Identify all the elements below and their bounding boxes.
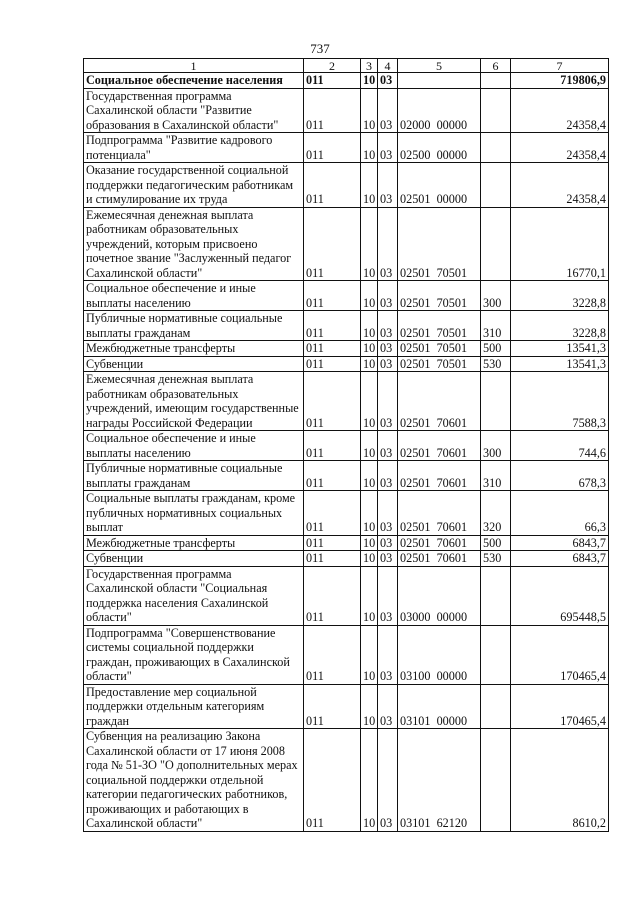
row-name-cell: Публичные нормативные социальные выплаты гражданам	[84, 311, 304, 341]
section-code-cell: 10	[361, 491, 378, 536]
column-header: 4	[378, 59, 398, 73]
row-name-cell: Подпрограмма "Совершенствование системы социальной поддержки граждан, проживающих в Сахалинской области"	[84, 625, 304, 684]
section-code-cell: 10	[361, 684, 378, 729]
target-article-cell: 02501 70501	[398, 281, 481, 311]
subsection-code-cell: 03	[378, 461, 398, 491]
row-name-cell: Государственная программа Сахалинской области "Социальная поддержка населения Сахалинской области"	[84, 566, 304, 625]
amount-cell: 66,3	[511, 491, 609, 536]
expense-type-cell	[481, 372, 511, 431]
amount-cell: 13541,3	[511, 341, 609, 357]
expense-type-cell	[481, 625, 511, 684]
table-row	[84, 133, 609, 163]
subsection-code-cell: 03	[378, 729, 398, 832]
target-article-cell: 03101 00000	[398, 684, 481, 729]
amount-cell: 3228,8	[511, 281, 609, 311]
amount-cell: 170465,4	[511, 684, 609, 729]
ministry-code-cell: 011	[304, 729, 361, 832]
table-row	[84, 341, 609, 357]
section-code-cell: 10	[361, 431, 378, 461]
subsection-code-cell: 03	[378, 431, 398, 461]
row-name-cell: Оказание государственной социальной поддержки педагогическим работникам и стимулирование их труда	[84, 163, 304, 208]
amount-cell: 16770,1	[511, 207, 609, 281]
target-article-cell: 02501 00000	[398, 163, 481, 208]
row-name-cell: Ежемесячная денежная выплата работникам образовательных учреждений, которым присвоено почетное звание "Заслуженный педагог Сахалинской области"	[84, 207, 304, 281]
target-article-cell: 02000 00000	[398, 88, 481, 133]
target-article-cell: 02501 70601	[398, 535, 481, 551]
amount-cell: 8610,2	[511, 729, 609, 832]
subsection-code-cell: 03	[378, 341, 398, 357]
row-name-cell: Ежемесячная денежная выплата работникам образовательных учреждений, имеющим государственные награды Российской Федерации	[84, 372, 304, 431]
target-article-cell: 02501 70601	[398, 431, 481, 461]
table-row	[84, 356, 609, 372]
amount-cell: 170465,4	[511, 625, 609, 684]
target-article-cell: 02501 70601	[398, 461, 481, 491]
ministry-code-cell: 011	[304, 88, 361, 133]
ministry-code-cell: 011	[304, 431, 361, 461]
subsection-code-cell: 03	[378, 551, 398, 567]
table-row	[84, 431, 609, 461]
section-code-cell: 10	[361, 311, 378, 341]
amount-cell: 719806,9	[511, 73, 609, 89]
amount-cell: 13541,3	[511, 356, 609, 372]
amount-cell: 6843,7	[511, 551, 609, 567]
page-number: 737	[310, 41, 330, 56]
section-code-cell: 10	[361, 729, 378, 832]
subsection-code-cell: 03	[378, 281, 398, 311]
subsection-code-cell: 03	[378, 491, 398, 536]
table-row	[84, 551, 609, 567]
ministry-code-cell: 011	[304, 566, 361, 625]
target-article-cell: 03101 62120	[398, 729, 481, 832]
table-row	[84, 729, 609, 832]
target-article-cell	[398, 73, 481, 89]
table-row	[84, 625, 609, 684]
amount-cell: 744,6	[511, 431, 609, 461]
ministry-code-cell: 011	[304, 625, 361, 684]
row-name-cell: Межбюджетные трансферты	[84, 341, 304, 357]
subsection-code-cell: 03	[378, 207, 398, 281]
subsection-code-cell: 03	[378, 163, 398, 208]
table-row	[84, 491, 609, 536]
subsection-code-cell: 03	[378, 88, 398, 133]
target-article-cell: 02501 70501	[398, 207, 481, 281]
row-name-cell: Социальное обеспечение и иные выплаты населению	[84, 431, 304, 461]
target-article-cell: 02501 70501	[398, 356, 481, 372]
expense-type-cell: 300	[481, 281, 511, 311]
subsection-code-cell: 03	[378, 684, 398, 729]
subsection-code-cell: 03	[378, 73, 398, 89]
amount-cell: 695448,5	[511, 566, 609, 625]
target-article-cell: 02501 70501	[398, 311, 481, 341]
column-header: 7	[511, 59, 609, 73]
subsection-code-cell: 03	[378, 372, 398, 431]
table-row	[84, 684, 609, 729]
amount-cell: 6843,7	[511, 535, 609, 551]
section-code-cell: 10	[361, 356, 378, 372]
row-name-cell: Государственная программа Сахалинской области "Развитие образования в Сахалинской области"	[84, 88, 304, 133]
ministry-code-cell: 011	[304, 281, 361, 311]
table-body	[84, 73, 609, 832]
expense-type-cell: 500	[481, 341, 511, 357]
section-code-cell: 10	[361, 566, 378, 625]
expense-type-cell	[481, 88, 511, 133]
table-row	[84, 73, 609, 89]
column-header: 2	[304, 59, 361, 73]
row-name-cell: Подпрограмма "Развитие кадрового потенциала"	[84, 133, 304, 163]
section-code-cell: 10	[361, 341, 378, 357]
ministry-code-cell: 011	[304, 163, 361, 208]
subsection-code-cell: 03	[378, 535, 398, 551]
ministry-code-cell: 011	[304, 491, 361, 536]
section-code-cell: 10	[361, 551, 378, 567]
budget-table	[83, 58, 609, 832]
subsection-code-cell: 03	[378, 133, 398, 163]
expense-type-cell: 300	[481, 431, 511, 461]
table-row	[84, 163, 609, 208]
ministry-code-cell: 011	[304, 207, 361, 281]
amount-cell: 24358,4	[511, 88, 609, 133]
column-header: 5	[398, 59, 481, 73]
ministry-code-cell: 011	[304, 461, 361, 491]
target-article-cell: 02501 70501	[398, 341, 481, 357]
expense-type-cell: 310	[481, 311, 511, 341]
subsection-code-cell: 03	[378, 311, 398, 341]
target-article-cell: 02501 70601	[398, 372, 481, 431]
row-name-cell: Социальное обеспечение населения	[84, 73, 304, 89]
ministry-code-cell: 011	[304, 535, 361, 551]
table-row	[84, 372, 609, 431]
section-code-cell: 10	[361, 88, 378, 133]
table-row	[84, 88, 609, 133]
row-name-cell: Социальное обеспечение и иные выплаты населению	[84, 281, 304, 311]
row-name-cell: Субвенции	[84, 551, 304, 567]
subsection-code-cell: 03	[378, 625, 398, 684]
expense-type-cell	[481, 566, 511, 625]
section-code-cell: 10	[361, 535, 378, 551]
row-name-cell: Субвенции	[84, 356, 304, 372]
table-row	[84, 207, 609, 281]
column-number-row	[84, 59, 609, 73]
subsection-code-cell: 03	[378, 566, 398, 625]
section-code-cell: 10	[361, 461, 378, 491]
ministry-code-cell: 011	[304, 133, 361, 163]
amount-cell: 24358,4	[511, 163, 609, 208]
table-row	[84, 311, 609, 341]
expense-type-cell	[481, 207, 511, 281]
ministry-code-cell: 011	[304, 372, 361, 431]
table-row	[84, 535, 609, 551]
section-code-cell: 10	[361, 372, 378, 431]
row-name-cell: Предоставление мер социальной поддержки отдельным категориям граждан	[84, 684, 304, 729]
target-article-cell: 03000 00000	[398, 566, 481, 625]
row-name-cell: Социальные выплаты гражданам, кроме публичных нормативных социальных выплат	[84, 491, 304, 536]
section-code-cell: 10	[361, 625, 378, 684]
section-code-cell: 10	[361, 133, 378, 163]
subsection-code-cell: 03	[378, 356, 398, 372]
row-name-cell: Субвенция на реализацию Закона Сахалинской области от 17 июня 2008 года № 51-ЗО "О дополнительных мерах социальной поддержки отдельной категории педагогических работников, проживающих и работающих в Сахалинской области"	[84, 729, 304, 832]
amount-cell: 3228,8	[511, 311, 609, 341]
amount-cell: 24358,4	[511, 133, 609, 163]
expense-type-cell	[481, 133, 511, 163]
section-code-cell: 10	[361, 73, 378, 89]
expense-type-cell: 310	[481, 461, 511, 491]
ministry-code-cell: 011	[304, 73, 361, 89]
ministry-code-cell: 011	[304, 684, 361, 729]
ministry-code-cell: 011	[304, 356, 361, 372]
table-row	[84, 461, 609, 491]
column-header: 6	[481, 59, 511, 73]
table-row	[84, 566, 609, 625]
ministry-code-cell: 011	[304, 341, 361, 357]
amount-cell: 7588,3	[511, 372, 609, 431]
expense-type-cell	[481, 684, 511, 729]
expense-type-cell: 500	[481, 535, 511, 551]
column-header: 1	[84, 59, 304, 73]
target-article-cell: 02501 70601	[398, 551, 481, 567]
ministry-code-cell: 011	[304, 551, 361, 567]
ministry-code-cell: 011	[304, 311, 361, 341]
target-article-cell: 02501 70601	[398, 491, 481, 536]
expense-type-cell: 530	[481, 356, 511, 372]
section-code-cell: 10	[361, 281, 378, 311]
expense-type-cell: 530	[481, 551, 511, 567]
amount-cell: 678,3	[511, 461, 609, 491]
row-name-cell: Публичные нормативные социальные выплаты гражданам	[84, 461, 304, 491]
expense-type-cell	[481, 73, 511, 89]
target-article-cell: 02500 00000	[398, 133, 481, 163]
target-article-cell: 03100 00000	[398, 625, 481, 684]
row-name-cell: Межбюджетные трансферты	[84, 535, 304, 551]
expense-type-cell	[481, 729, 511, 832]
expense-type-cell: 320	[481, 491, 511, 536]
table-row	[84, 281, 609, 311]
expense-type-cell	[481, 163, 511, 208]
section-code-cell: 10	[361, 163, 378, 208]
section-code-cell: 10	[361, 207, 378, 281]
column-header: 3	[361, 59, 378, 73]
